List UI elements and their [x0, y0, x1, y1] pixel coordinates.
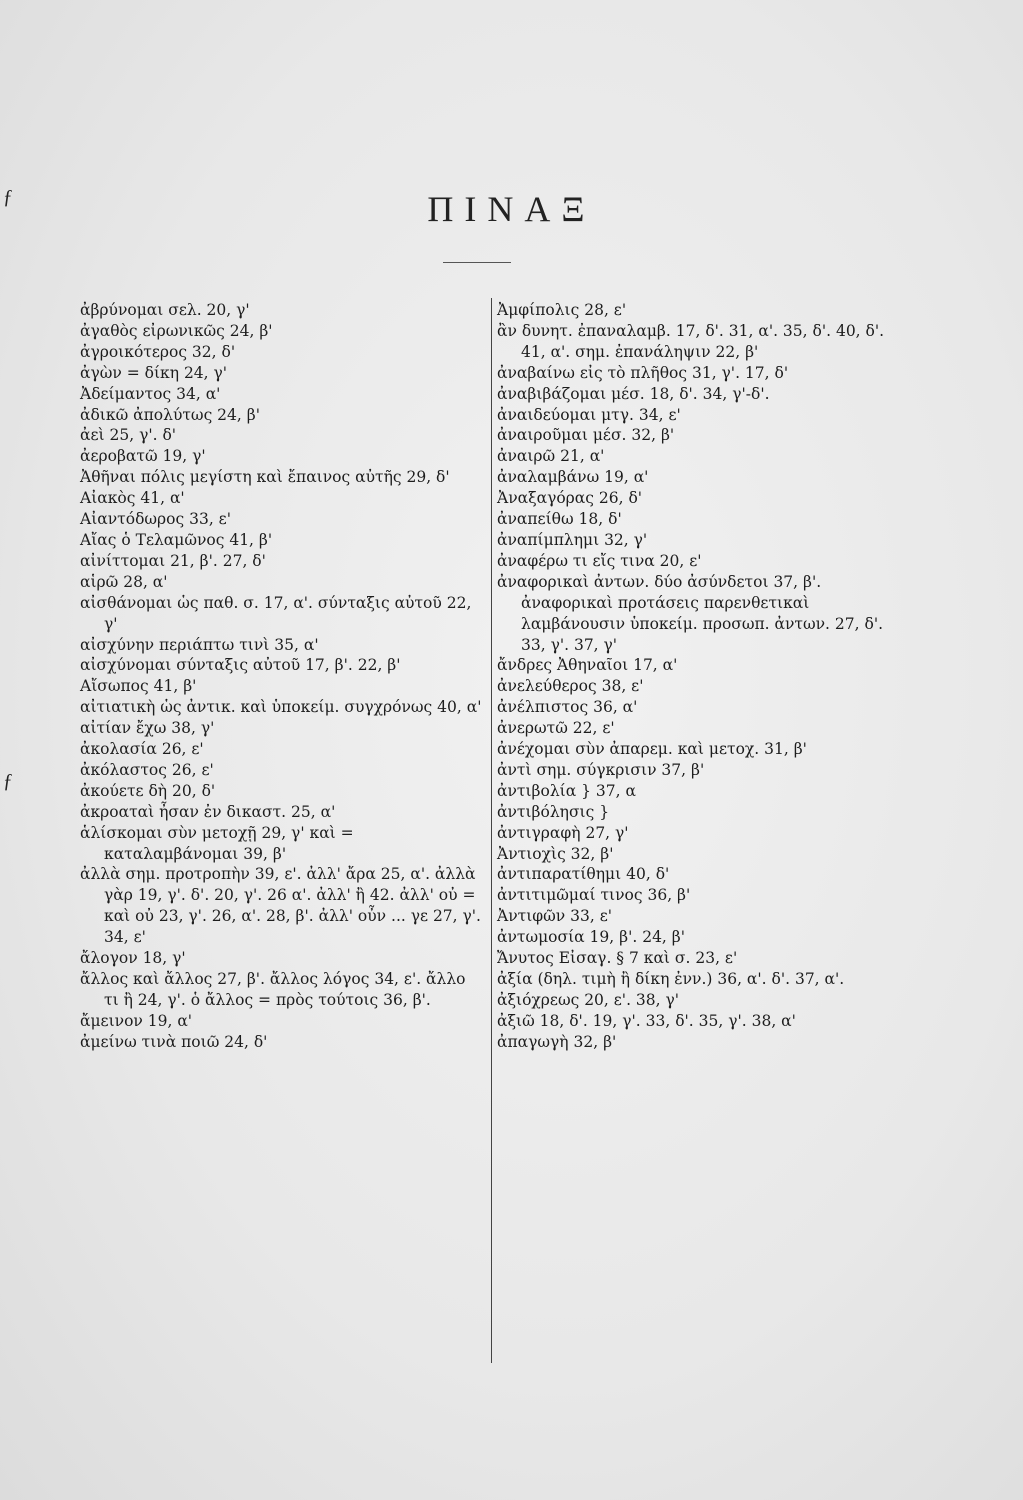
index-entry: Ἀντιοχὶς 32, β' — [497, 844, 614, 863]
index-entry: ἀμείνω τινὰ ποιῶ 24, δ' — [80, 1032, 268, 1051]
index-entry: ἀκολασία 26, ε' — [80, 740, 204, 759]
index-entry: Αἴσωπος 41, β' — [80, 677, 197, 696]
index-entry: αἱρῶ 28, α' — [80, 572, 168, 591]
index-entry: ἀντιβολία } 37, α — [497, 781, 636, 800]
index-entry: ἀναιρῶ 21, α' — [497, 447, 605, 466]
index-entry: αἰνίττομαι 21, β'. 27, δ' — [80, 551, 266, 570]
index-entry: ἀντωμοσία 19, β'. 24, β' — [497, 928, 686, 947]
index-entry: ἄλλος καὶ ἄλλος 27, β'. ἄλλος λόγος 34, ε'. ἄλλο τι ἢ 24, γ'. ὁ ἄλλος = πρὸς τούτοις 36, β'. — [80, 970, 466, 1009]
index-entry: ἀναιροῦμαι μέσ. 32, β' — [497, 426, 675, 445]
index-entry: ἀγροικότερος 32, δ' — [80, 342, 236, 361]
title-rule — [443, 262, 511, 263]
margin-mark-top: ƒ — [3, 186, 13, 208]
page-title: ΠΙΝΑΞ — [427, 189, 596, 229]
index-entry: ἀντιγραφὴ 27, γ' — [497, 823, 629, 842]
index-entry: Ἀναξαγόρας 26, δ' — [497, 489, 643, 508]
index-entry: ἀναφέρω τι εἴς τινα 20, ε' — [497, 551, 702, 570]
index-column-right — [497, 300, 909, 1053]
index-entry: ἀκούετε δὴ 20, δ' — [80, 781, 216, 800]
column-divider — [491, 298, 492, 1363]
index-entry: ἀδικῶ ἀπολύτως 24, β' — [80, 405, 260, 424]
index-entry: Ἀμφίπολις 28, ε' — [497, 301, 627, 319]
index-entry: Ἀντιφῶν 33, ε' — [497, 907, 612, 926]
index-entry: Ἄνυτος Εἰσαγ. § 7 καὶ σ. 23, ε' — [497, 949, 738, 968]
index-entry: ἀβρύνομαι σελ. 20, γ' — [80, 301, 250, 319]
index-entry: ἀπαγωγὴ 32, β' — [497, 1032, 617, 1051]
index-entry: αἰτιατικὴ ὡς ἀντικ. καὶ ὑποκείμ. συγχρόνως 40, α' — [80, 698, 482, 717]
index-entry: ἀξία (δηλ. τιμὴ ἢ δίκη ἐνν.) 36, α'. δ'. 37, α'. — [497, 970, 845, 988]
index-entry: ἀγαθὸς εἰρωνικῶς 24, β' — [80, 321, 273, 340]
index-entry: ἀναβιβάζομαι μέσ. 18, δ'. 34, γ'-δ'. — [497, 384, 770, 403]
index-entry: ἀναπείθω 18, δ' — [497, 510, 622, 529]
index-entry: ἀλλὰ σημ. προτροπὴν 39, ε'. ἀλλ' ἄρα 25, α'. ἀλλὰ γὰρ 19, γ'. δ'. 20, γ'. 26 α'. ἀλλ' ἢ 42. ἀλλ' οὐ = καὶ οὐ 23, γ'. 26, α'. 28, β'. ἀλλ' οὖν ... γε 27, γ'. 34, ε' — [80, 865, 481, 947]
index-entry: ἄνδρες Ἀθηναῖοι 17, α' — [497, 656, 678, 675]
index-entry: ἄμεινον 19, α' — [80, 1011, 193, 1030]
index-column-left — [80, 300, 485, 1053]
index-entry: ἂν δυνητ. ἐπαναλαμβ. 17, δ'. 31, α'. 35, δ'. 40, δ'. 41, α'. σημ. ἐπανάληψιν 22, β' — [497, 321, 885, 361]
index-entry: αἰτίαν ἔχω 38, γ' — [80, 719, 215, 738]
index-entry: ἀναπίμπλημι 32, γ' — [497, 530, 648, 549]
index-entry: ἀναβαίνω εἰς τὸ πλῆθος 31, γ'. 17, δ' — [497, 363, 789, 382]
index-entry: αἰσθάνομαι ὡς παθ. σ. 17, α'. σύνταξις αὐτοῦ 22, γ' — [80, 593, 472, 633]
index-entry: ἀντὶ σημ. σύγκρισιν 37, β' — [497, 760, 705, 779]
index-entry: Αἴας ὁ Τελαμῶνος 41, β' — [80, 530, 273, 549]
index-entry: ἀκροαταὶ ἦσαν ἐν δικαστ. 25, α' — [80, 802, 336, 821]
index-entry: Ἀδείμαντος 34, α' — [80, 384, 221, 403]
index-entry: Ἀθῆναι πόλις μεγίστη καὶ ἔπαινος αὐτῆς 29, δ' — [80, 468, 450, 487]
index-entry: ἁλίσκομαι σὺν μετοχῇ 29, γ' καὶ = καταλαμβάνομαι 39, β' — [80, 823, 354, 863]
index-entry: ἀνέχομαι σὺν ἀπαρεμ. καὶ μετοχ. 31, β' — [497, 740, 807, 759]
index-entry: ἀντιπαρατίθημι 40, δ' — [497, 865, 670, 884]
index-entry: ἀκόλαστος 26, ε' — [80, 760, 214, 779]
index-entry: ἀνελεύθερος 38, ε' — [497, 677, 644, 696]
index-entry: Αἰαντόδωρος 33, ε' — [80, 510, 231, 529]
index-entry: αἰσχύνομαι σύνταξις αὐτοῦ 17, β'. 22, β' — [80, 656, 401, 675]
margin-mark-middle: ƒ — [3, 770, 13, 792]
index-entry: ἀνέλπιστος 36, α' — [497, 698, 638, 717]
index-entry: ἀναφορικαὶ ἀντων. δύο ἀσύνδετοι 37, β'. ἀναφορικαὶ προτάσεις παρενθετικαὶ λαμβάνουσιν ὑποκείμ. προσωπ. ἀντων. 27, δ'. 33, γ'. 37, γ' — [497, 572, 884, 654]
index-entry: ἀναιδεύομαι μτγ. 34, ε' — [497, 405, 681, 424]
index-entry: ἀεροβατῶ 19, γ' — [80, 447, 206, 466]
index-entry: ἀντιτιμῶμαί τινος 36, β' — [497, 886, 691, 905]
index-entry: ἀξιόχρεως 20, ε'. 38, γ' — [497, 990, 680, 1009]
index-entry: ἀνερωτῶ 22, ε' — [497, 719, 615, 738]
index-entry: αἰσχύνην περιάπτω τινὶ 35, α' — [80, 635, 319, 654]
index-entry: ἀξιῶ 18, δ'. 19, γ'. 33, δ'. 35, γ'. 38, α' — [497, 1011, 796, 1030]
index-entry: ἀντιβόλησις } — [497, 802, 610, 821]
index-entry: ἄλογον 18, γ' — [80, 949, 186, 968]
index-entry: ἀεὶ 25, γ'. δ' — [80, 426, 177, 445]
index-entry: Αἰακὸς 41, α' — [80, 489, 185, 508]
index-entry: ἀγὼν = δίκη 24, γ' — [80, 363, 228, 382]
index-entry: ἀναλαμβάνω 19, α' — [497, 468, 649, 487]
